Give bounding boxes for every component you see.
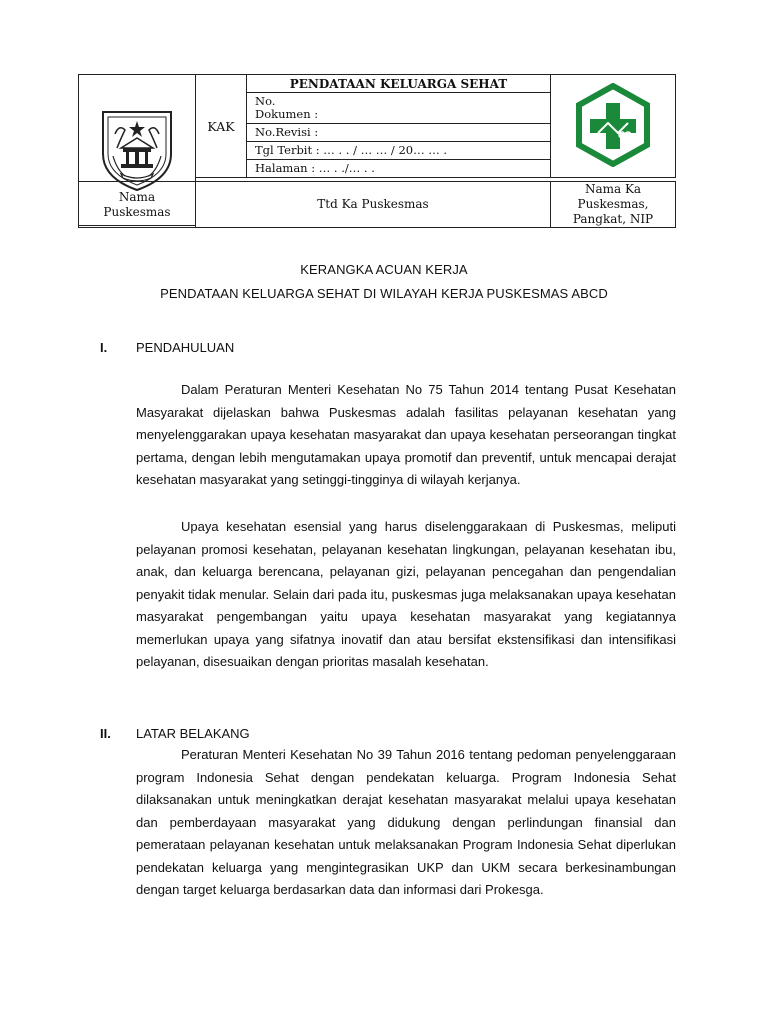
ttd-ka-puskesmas: Ttd Ka Puskesmas: [196, 182, 551, 228]
section-2-paragraph-1: Peraturan Menteri Kesehatan No 39 Tahun 2016 tentang pedoman penyelenggaraan program Indonesia Sehat dengan pendekatan keluarga. Program Indonesia Sehat dilaksanakan untuk meningkatkan derajat kesehatan masyarakat melalui upaya kesehatan dan pemberdayaan masyarakat yang didukung dengan perlindungan finansial dan pemerataan pelayanan kesehatan untuk melaksanakan Program Indonesia Sehat diperlukan pendekatan keluarga yang mengintegrasikan UKP dan UKM secara berkesinambungan dengan target keluarga berdasarkan data dan informasi dari Prokesga.: [136, 747, 676, 897]
halaman-field: Halaman : … . ./… . .: [247, 160, 551, 178]
nama-ka-line-2: Puskesmas,: [577, 197, 649, 211]
no-dokumen-label-2: Dokumen :: [255, 107, 319, 121]
document-title-line-1: KERANGKA ACUAN KERJA: [300, 262, 468, 277]
section-1-heading: PENDAHULUAN: [136, 340, 235, 355]
nama-ka-line-1: Nama Ka: [584, 182, 642, 196]
no-dokumen-field: [247, 93, 551, 124]
tgl-terbit-field: Tgl Terbit : … . . / … … / 20… … .: [247, 142, 551, 160]
nama-ka-puskesmas: [551, 182, 676, 228]
header-title: PENDATAAN KELUARGA SEHAT: [247, 75, 551, 93]
kak-label: KAK: [196, 75, 247, 178]
section-2-heading: LATAR BELAKANG: [136, 726, 250, 741]
no-dokumen-label-1: No.: [255, 94, 276, 108]
section-1-paragraph-1: Dalam Peraturan Menteri Kesehatan No 75 Tahun 2014 tentang Pusat Kesehatan Masyarakat dijelaskan bahwa Puskesmas adalah fasilitas pelayanan kesehatan yang menyelenggarakan upaya kesehatan masyarakat dan upaya kesehatan perseorangan tingkat pertama, dengan lebih mengutamakan upaya promotif dan preventif, untuk mencapai derajat kesehatan masyarakat yang setinggi-tingginya di wilayah kerjanya.: [136, 382, 676, 487]
nama-puskesmas: [79, 182, 196, 228]
no-revisi-field: No.Revisi :: [247, 124, 551, 142]
document-title-line-2: PENDATAAN KELUARGA SEHAT DI WILAYAH KERJA PUSKESMAS ABCD: [160, 286, 608, 301]
section-2-number: II.: [100, 726, 111, 741]
puskesmas-cross-icon: [574, 83, 652, 167]
section-1-number: I.: [100, 340, 108, 355]
document-header-footer: [78, 181, 676, 228]
nama-puskesmas-line-1: Nama: [118, 189, 156, 204]
nama-puskesmas-line-2: Puskesmas: [103, 204, 171, 219]
section-1-paragraph-2: Upaya kesehatan esensial yang harus diselenggarakaan di Puskesmas, meliputi pelayanan promosi kesehatan, pelayanan kesehatan lingkungan, pelayanan kesehatan ibu, anak, dan keluarga berencana, pelayanan gizi, pelayanan pencegahan dan pengendalian penyakit tidak menular. Selain dari pada itu, puskesmas juga melaksanakan upaya kesehatan masyarakat pengembangan yaitu upaya kesehatan masyarakat yang kegiatannya memerlukan upaya yang sifatnya inovatif dan atau bersifat ekstensifikasi dan intensifikasi pelayanan, disesuaikan dengan prioritas masalah kesehatan.: [136, 519, 676, 669]
nama-ka-line-3: Pangkat, NIP: [572, 212, 654, 226]
puskesmas-logo-cell: [551, 75, 676, 178]
regional-crest-icon: [95, 104, 179, 194]
